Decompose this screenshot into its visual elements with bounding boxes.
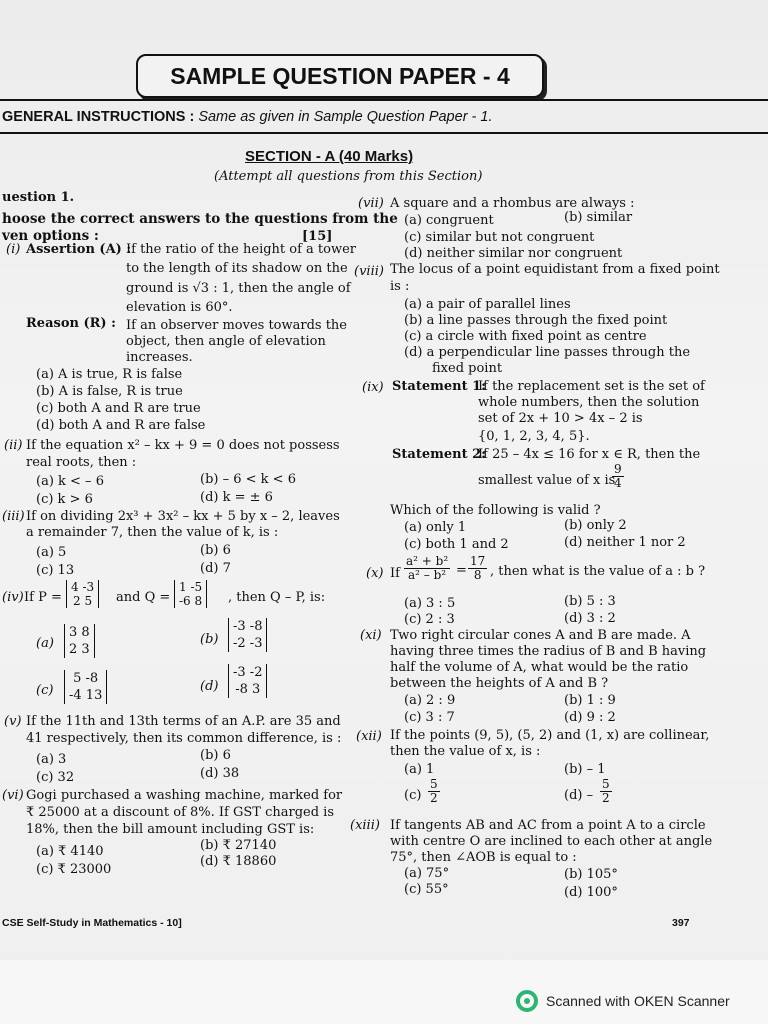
divider-top	[0, 99, 768, 101]
option: (b) 1 : 9	[564, 693, 616, 708]
question-text: with centre O are inclined to each other at angle	[390, 834, 713, 849]
q-number-ix: (ix)	[362, 380, 384, 395]
q-number-iv: (iv)	[2, 590, 24, 605]
fraction: $\frac{5}{2}$	[602, 777, 610, 805]
option: (a) only 1	[404, 520, 467, 535]
statement1-line: If the replacement set is the set of	[478, 379, 705, 394]
question-text: Two right circular cones A and B are made. A	[390, 628, 691, 643]
q-number-x: (x)	[366, 566, 384, 581]
option: (a) 75°	[404, 866, 450, 881]
q-number-vi: (vi)	[2, 788, 24, 803]
option: (a) 3 : 5	[404, 596, 456, 611]
matrix-row: 4 -3	[71, 580, 95, 594]
assertion-label: Assertion (A) :	[26, 242, 132, 257]
option-continuation: fixed point	[432, 361, 503, 376]
question-text: is :	[390, 279, 410, 294]
option: (a) 5	[36, 545, 67, 560]
option: (c) similar but not congruent	[404, 230, 595, 245]
question-text: having three times the radius of B and B having	[390, 644, 707, 659]
question-text: half the volume of A, what would be the ratio	[390, 660, 689, 675]
question-text: Gogi purchased a washing machine, marked for	[26, 788, 343, 803]
statement1-label: Statement 1:	[392, 379, 486, 394]
q-number-viii: (viii)	[354, 264, 384, 279]
matrix-row: 2 5	[73, 594, 93, 608]
scanner-text: Scanned with OKEN Scanner	[546, 993, 730, 1009]
option-label: (c)	[36, 683, 54, 698]
option: (d) 100°	[564, 885, 618, 900]
option: (d) a perpendicular line passes through the	[404, 345, 691, 360]
option: (d) both A and R are false	[36, 418, 206, 433]
q-number-v: (v)	[4, 714, 22, 729]
question-text: If tangents AB and AC from a point A to a circle	[390, 818, 706, 833]
q-number-ii: (ii)	[4, 438, 23, 453]
option: (c) 3 : 7	[404, 710, 455, 725]
statement1-line: {0, 1, 2, 3, 4, 5}.	[478, 429, 590, 444]
question-text: then the value of x, is :	[390, 744, 541, 759]
option-label: (d) –	[564, 788, 594, 803]
assertion-line: If the ratio of the height of a tower	[126, 242, 357, 257]
question-text: Which of the following is valid ?	[390, 503, 601, 518]
matrix-row: 3 8	[69, 625, 90, 640]
question-text: real roots, then :	[26, 455, 137, 470]
question-text: between the heights of A and B ?	[390, 676, 609, 691]
question-marks: [15]	[302, 229, 333, 244]
option: (c) both A and R are true	[36, 401, 201, 416]
question-text: If	[390, 566, 400, 581]
fraction: $\frac{17}{8}$	[470, 554, 486, 582]
option: (c) 55°	[404, 882, 449, 897]
question-instruction-line2: ven options :	[2, 228, 99, 244]
footer-book-title: CSE Self-Study in Mathematics - 10]	[2, 917, 182, 929]
matrix-p	[66, 580, 99, 608]
option: (b) 5 : 3	[564, 594, 616, 609]
option: (d) neither 1 nor 2	[564, 535, 686, 550]
statement1-line: set of 2x + 10 > 4x – 2 is	[478, 411, 643, 426]
section-title: SECTION - A (40 Marks)	[245, 148, 414, 165]
option: (c) a circle with fixed point as centre	[404, 329, 647, 344]
option-matrix	[64, 624, 95, 658]
question-text: ₹ 25000 at a discount of 8%. If GST charged is	[26, 805, 334, 820]
assertion-line: to the length of its shadow on the	[126, 261, 348, 276]
question-text: a remainder 7, then the value of k, is :	[26, 525, 279, 540]
divider-bottom	[0, 132, 768, 134]
question-text: 18%, then the bill amount including GST is:	[26, 822, 315, 837]
option: (d) 3 : 2	[564, 611, 616, 626]
question-text: If the points (9, 5), (5, 2) and (1, x) are collinear,	[390, 728, 710, 743]
option: (c) 13	[36, 563, 75, 578]
question-text: and Q =	[116, 590, 171, 605]
option: (a) ₹ 4140	[36, 844, 104, 859]
assertion-line: ground is √3 : 1, then the angle of	[126, 281, 351, 296]
matrix-row: -8 3	[235, 682, 261, 697]
matrix-row: -2 -3	[233, 636, 263, 651]
question-text: , then what is the value of a : b ?	[490, 564, 706, 579]
option-label: (c)	[404, 788, 422, 803]
fraction: $\frac{9}{4}$	[614, 462, 622, 490]
q-number-iii: (iii)	[2, 509, 25, 524]
statement2-label: Statement 2:	[392, 447, 486, 462]
question-label: uestion 1.	[2, 190, 75, 205]
option: (b) A is false, R is true	[36, 384, 183, 399]
option: (d) 7	[200, 561, 231, 576]
question-text: A square and a rhombus are always :	[390, 196, 635, 211]
assertion-line: elevation is 60°.	[126, 300, 233, 315]
option: (c) k > 6	[36, 492, 93, 507]
q-number-vii: (vii)	[358, 196, 384, 211]
page-title: SAMPLE QUESTION PAPER - 4	[136, 54, 544, 98]
option: (b) – 6 < k < 6	[200, 472, 296, 487]
reason-label: Reason (R) :	[26, 316, 116, 331]
option: (b) a line passes through the fixed point	[404, 313, 668, 328]
fraction: $\frac{\text{a² + b²}}{\text{a² – b²}}$	[406, 554, 449, 582]
reason-line: increases.	[126, 350, 193, 365]
option: (a) 3	[36, 752, 67, 767]
general-instructions	[2, 109, 493, 125]
option: (b) ₹ 27140	[200, 838, 277, 853]
option: (b) 6	[200, 748, 231, 763]
option: (b) 6	[200, 543, 231, 558]
option-label: (d)	[200, 679, 219, 694]
option: (c) both 1 and 2	[404, 537, 509, 552]
option: (a) congruent	[404, 213, 494, 228]
statement2-line: If 25 – 4x ≤ 16 for x ∈ R, then the	[478, 447, 701, 462]
option: (b) only 2	[564, 518, 627, 533]
matrix-q	[174, 580, 207, 608]
question-text: If on dividing 2x³ + 3x² – kx + 5 by x – 2, leaves	[26, 509, 340, 524]
question-text: If the equation x² – kx + 9 = 0 does not possess	[26, 438, 340, 453]
option: (d) ₹ 18860	[200, 854, 277, 869]
option: (b) similar	[564, 210, 633, 225]
option: (a) a pair of parallel lines	[404, 297, 571, 312]
option: (a) 2 : 9	[404, 693, 456, 708]
q-number-xi: (xi)	[360, 628, 382, 643]
matrix-row: 2 3	[69, 642, 90, 657]
question-instruction-line1: hoose the correct answers to the questions from the	[2, 211, 398, 227]
reason-line: object, then angle of elevation	[126, 334, 326, 349]
question-text: The locus of a point equidistant from a fixed point	[390, 262, 720, 277]
option-label: (a)	[36, 636, 54, 651]
instructions-label: GENERAL INSTRUCTIONS :	[2, 109, 195, 125]
scanner-watermark	[516, 990, 730, 1012]
option: (a) k < – 6	[36, 474, 104, 489]
reason-line: If an observer moves towards the	[126, 318, 347, 333]
option: (a) A is true, R is false	[36, 367, 183, 382]
fraction: $\frac{5}{2}$	[430, 777, 438, 805]
option: (d) k = ± 6	[200, 490, 273, 505]
option: (c) ₹ 23000	[36, 862, 112, 877]
option: (b) 105°	[564, 867, 618, 882]
option: (a) 1	[404, 762, 435, 777]
matrix-row: -4 13	[69, 688, 103, 703]
option: (d) 9 : 2	[564, 710, 616, 725]
option-matrix	[228, 618, 267, 652]
option: (b) – 1	[564, 762, 606, 777]
section-subtitle: (Attempt all questions from this Section)	[214, 169, 483, 184]
option-label: (b)	[200, 632, 219, 647]
statement2-line: smallest value of x is	[478, 473, 616, 488]
q-number-i: (i)	[6, 242, 21, 257]
option: (c) 32	[36, 770, 75, 785]
page-number: 397	[672, 917, 690, 929]
oken-scanner-logo-icon	[516, 990, 538, 1012]
option: (d) neither similar nor congruent	[404, 246, 623, 261]
matrix-row: 1 -5	[179, 580, 203, 594]
option: (c) 2 : 3	[404, 612, 455, 627]
q-number-xiii: (xiii)	[350, 818, 380, 833]
q-number-xii: (xii)	[356, 729, 382, 744]
matrix-row: -3 -2	[233, 665, 263, 680]
option-matrix	[64, 670, 107, 704]
matrix-row: -3 -8	[233, 619, 263, 634]
matrix-row: 5 -8	[73, 671, 99, 686]
question-text: If P =	[24, 590, 62, 605]
statement1-line: whole numbers, then the solution	[478, 395, 700, 410]
matrix-row: -6 8	[179, 594, 203, 608]
question-text: , then Q – P, is:	[228, 590, 326, 605]
option-matrix	[228, 664, 267, 698]
instructions-text: Same as given in Sample Question Paper - 1.	[198, 109, 493, 125]
option: (d) 38	[200, 766, 240, 781]
question-text: 41 respectively, then its common difference, is :	[26, 731, 342, 746]
question-text: =	[456, 563, 467, 578]
question-text: 75°, then ∠AOB is equal to :	[390, 850, 577, 865]
question-text: If the 11th and 13th terms of an A.P. are 35 and	[26, 714, 341, 729]
